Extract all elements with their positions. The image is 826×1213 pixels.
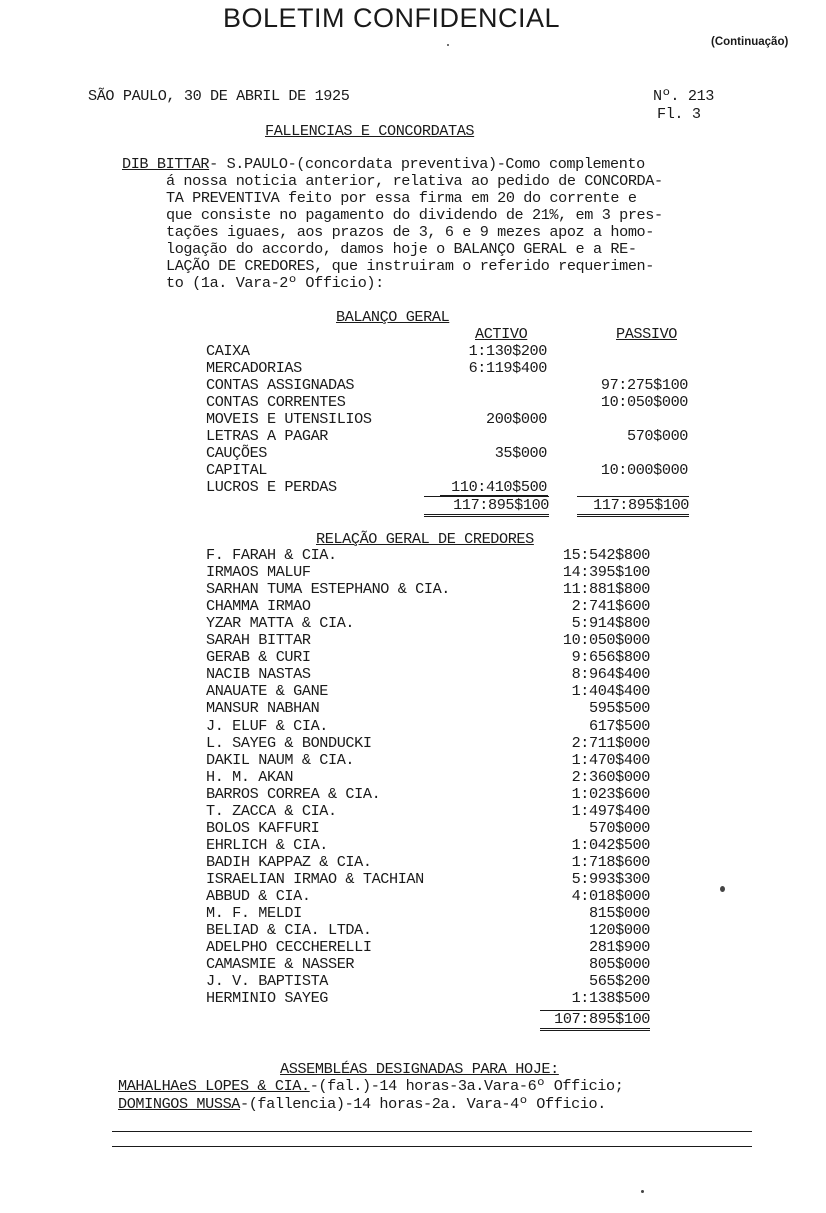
- assembly-item: [118, 1078, 623, 1095]
- notice-line: [122, 156, 645, 173]
- assembly-firm: MAHALHAeS LOPES & CIA.: [118, 1077, 310, 1095]
- creditor-name: CAMASMIE & NASSER: [206, 955, 355, 974]
- creditor-amount: 805$000: [589, 955, 650, 974]
- balance-activo-value: 110:410$500: [451, 478, 547, 496]
- creditor-amount: 10:050$000: [562, 631, 650, 650]
- notice-line: to (1a. Vara-2º Officio):: [166, 274, 384, 292]
- balance-activo-value: 35$000: [494, 444, 547, 462]
- sheet-number: Fl. 3: [657, 105, 701, 123]
- notice-subject: DIB BITTAR: [122, 155, 210, 173]
- creditor-name: T. ZACCA & CIA.: [206, 801, 337, 820]
- balance-label: CAPITAL: [206, 461, 267, 479]
- creditor-amount: 2:360$000: [571, 767, 650, 786]
- balance-activo-value: 1:130$200: [468, 342, 547, 360]
- balance-label: CAUÇÕES: [206, 444, 267, 462]
- creditor-amount: 4:018$000: [571, 887, 650, 905]
- creditor-name: J. ELUF & CIA.: [206, 716, 328, 735]
- creditor-name: L. SAYEG & BONDUCKI: [206, 733, 372, 752]
- creditor-amount: 14:395$100: [562, 563, 650, 582]
- notice-line: TA PREVENTIVA feito por essa firma em 20 do corrente e: [166, 189, 637, 207]
- balance-passivo-value: 570$000: [627, 427, 688, 445]
- creditor-amount: 1:023$600: [571, 784, 650, 803]
- creditor-name: BARROS CORREA & CIA.: [206, 784, 381, 803]
- creditor-name: GERAB & CURI: [206, 648, 311, 667]
- scan-speck: [447, 44, 449, 46]
- balance-passivo-value: 10:000$000: [600, 461, 688, 479]
- creditor-amount: 8:964$400: [571, 665, 650, 684]
- creditor-amount: 2:741$600: [571, 597, 650, 616]
- creditor-amount: 570$000: [589, 818, 650, 837]
- creditor-amount: 617$500: [589, 716, 650, 735]
- creditor-name: IRMAOS MALUF: [206, 563, 311, 582]
- date-line: SÃO PAULO, 30 DE ABRIL DE 1925: [88, 87, 350, 105]
- notice-line: tações iguaes, aos prazos de 3, 6 e 9 mezes apoz a homo-: [166, 223, 654, 241]
- creditor-name: J. V. BAPTISTA: [206, 972, 328, 991]
- creditor-name: HERMINIO SAYEG: [206, 989, 328, 1008]
- creditor-name: ANAUATE & GANE: [206, 682, 328, 701]
- creditor-name: NACIB NASTAS: [206, 665, 311, 684]
- creditor-amount: 1:470$400: [571, 750, 650, 769]
- balance-label: MERCADORIAS: [206, 359, 302, 377]
- creditor-name: M. F. MELDI: [206, 904, 302, 923]
- balance-passivo-value: 97:275$100: [600, 376, 688, 394]
- balance-label: MOVEIS E UTENSILIOS: [206, 410, 372, 428]
- creditor-amount: 120$000: [589, 921, 650, 940]
- creditor-name: SARHAN TUMA ESTEPHANO & CIA.: [206, 580, 450, 599]
- creditor-amount: 1:042$500: [571, 835, 650, 854]
- creditor-name: BOLOS KAFFURI: [206, 818, 320, 837]
- page-title: BOLETIM CONFIDENCIAL: [223, 3, 561, 33]
- passivo-header: PASSIVO: [616, 325, 677, 343]
- creditor-name: MANSUR NABHAN: [206, 699, 320, 718]
- creditor-name: EHRLICH & CIA.: [206, 835, 328, 854]
- creditor-name: H. M. AKAN: [206, 767, 294, 786]
- creditor-name: DAKIL NAUM & CIA.: [206, 750, 355, 769]
- assembly-firm: DOMINGOS MUSSA: [118, 1095, 240, 1113]
- scan-speck: [641, 1190, 644, 1193]
- assembly-detail: -(fal.)-14 horas-3a.Vara-6º Officio;: [309, 1077, 624, 1095]
- total-activo: 117:895$100: [424, 496, 549, 517]
- balance-label: LUCROS E PERDAS: [206, 478, 337, 496]
- balance-label: CAIXA: [206, 342, 250, 360]
- creditor-amount: 1:138$500: [571, 989, 650, 1008]
- notice-line: logação do accordo, damos hoje o BALANÇO GERAL e a RE-: [166, 240, 637, 258]
- creditor-name: BADIH KAPPAZ & CIA.: [206, 852, 372, 871]
- notice-line: que consiste no pagamento do dividendo de 21%, em 3 pres-: [166, 206, 663, 224]
- divider-line: [112, 1131, 752, 1132]
- creditor-name: SARAH BITTAR: [206, 631, 311, 650]
- balance-activo-value: 200$000: [486, 410, 547, 428]
- total-passivo: 117:895$100: [577, 496, 689, 517]
- section-title: FALLENCIAS E CONCORDATAS: [265, 122, 475, 140]
- continuation-label: (Continuação): [711, 36, 789, 48]
- creditor-amount: 565$200: [589, 972, 650, 991]
- creditor-amount: 5:914$800: [571, 614, 650, 633]
- creditor-name: ABBUD & CIA.: [206, 887, 311, 905]
- creditor-amount: 1:718$600: [571, 852, 650, 871]
- creditors-title: RELAÇÃO GERAL DE CREDORES: [316, 530, 534, 548]
- activo-header: ACTIVO: [475, 325, 528, 343]
- balance-passivo-value: 10:050$000: [600, 393, 688, 411]
- creditor-name: BELIAD & CIA. LTDA.: [206, 921, 372, 940]
- creditor-name: ISRAELIAN IRMAO & TACHIAN: [206, 869, 424, 888]
- creditor-amount: 1:497$400: [571, 801, 650, 820]
- creditor-amount: 281$900: [589, 938, 650, 957]
- balance-title: BALANÇO GERAL: [336, 308, 450, 326]
- scan-speck: [720, 886, 725, 892]
- bulletin-number: Nº. 213: [653, 87, 714, 105]
- assembly-detail: -(fallencia)-14 horas-2a. Vara-4º Officio.: [240, 1095, 606, 1113]
- creditor-amount: 5:993$300: [571, 869, 650, 888]
- creditor-name: YZAR MATTA & CIA.: [206, 614, 355, 633]
- creditor-amount: 2:711$000: [571, 733, 650, 752]
- creditors-total: 107:895$100: [540, 1010, 650, 1031]
- creditor-amount: 15:542$800: [562, 546, 650, 564]
- creditor-amount: 595$500: [589, 699, 650, 718]
- balance-label: CONTAS ASSIGNADAS: [206, 376, 355, 394]
- creditor-name: ADELPHO CECCHERELLI: [206, 938, 372, 957]
- creditor-amount: 1:404$400: [571, 682, 650, 701]
- divider-line: [112, 1146, 752, 1147]
- notice-line: LAÇÃO DE CREDORES, que instruiram o referido requerimen-: [166, 257, 654, 275]
- creditor-amount: 11:881$800: [562, 580, 650, 599]
- balance-label: LETRAS A PAGAR: [206, 427, 328, 445]
- creditor-name: F. FARAH & CIA.: [206, 546, 337, 564]
- creditor-amount: 815$000: [589, 904, 650, 923]
- notice-line-text: - S.PAULO-(concordata preventiva)-Como complemento: [209, 155, 645, 173]
- assemblies-title: ASSEMBLÉAS DESIGNADAS PARA HOJE:: [280, 1060, 559, 1078]
- assembly-item: [118, 1096, 606, 1113]
- balance-label: CONTAS CORRENTES: [206, 393, 346, 411]
- creditor-amount: 9:656$800: [571, 648, 650, 667]
- creditor-name: CHAMMA IRMAO: [206, 597, 311, 616]
- balance-activo-value: 6:119$400: [468, 359, 547, 377]
- notice-line: á nossa noticia anterior, relativa ao pedido de CONCORDA-: [166, 172, 663, 190]
